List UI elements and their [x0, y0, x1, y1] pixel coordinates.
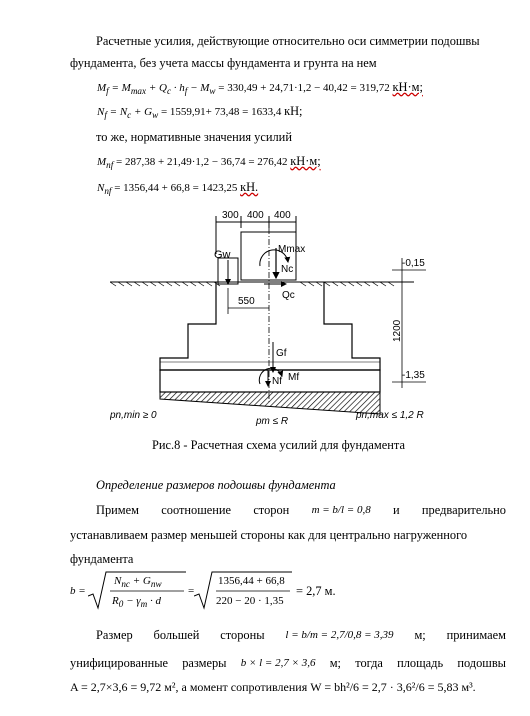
label-nc: Nc [281, 264, 294, 275]
dim-400-left: 400 [247, 210, 264, 221]
section-title: Определение размеров подошвы фундамента [96, 478, 336, 492]
foundation-base [160, 370, 380, 392]
label-pm: pm ≤ R [256, 416, 289, 427]
para3-line2: A = 2,7×3,6 = 9,72 м², а момент сопротивления W = bh²/6 = 2,7 · 3,6²/6 = 5,83 м³. [70, 680, 476, 694]
label-gf: Gf [276, 348, 287, 359]
foundation-steps [160, 282, 380, 370]
equation-width: b = $N_{nc} + G_{nw}$ $R_0 - \gamma_m \cdot d$ = 1356,44 + 66,8 220 − 20 · 1,35 = 2,7 м. [70, 570, 400, 612]
label-mf: Mf [288, 372, 300, 383]
para1-line3: фундамента [70, 552, 134, 566]
equation-moment: $M_f = M_{max} + Q_c \cdot h_f - M_w = 330,49 + 24,71\cdot 1,2 - 40,42 = 319,72$ кН·м; [97, 80, 423, 97]
equation-normative-moment: $M_{nf} = 287,38 + 21,49\cdot 1,2 - 36,74 = 276,42$ кН·м; [97, 154, 321, 171]
dim-400-right: 400 [274, 210, 291, 221]
dim-550: 550 [238, 296, 255, 307]
equation-force: $N_f = N_c + G_w = 1559,91+ 73,48 = 1633,4$ кН; [97, 104, 303, 121]
para2-line: Размер большей стороны l = b/m = 2,7/0,8 = 3,39 м; принимаем [96, 628, 506, 642]
intro-line-2: фундамента, без учета массы фундамента и грунта на нем [70, 56, 377, 70]
para1-line1: Примем соотношение сторон m = b/l = 0,8 и предварительно [96, 503, 506, 517]
level-top: -0,15 [402, 258, 425, 269]
label-qc: Qc [282, 290, 295, 301]
normative-label: то же, нормативные значения усилий [96, 130, 292, 144]
figure-caption: Рис.8 - Расчетная схема усилий для фундамента [152, 438, 405, 452]
label-gw: Gw [214, 249, 231, 261]
foundation-force-diagram [110, 204, 430, 432]
label-mmax: Mmax [278, 244, 306, 255]
level-bottom: -1,35 [402, 370, 425, 381]
dim-300: 300 [222, 210, 239, 221]
ground-hatch [110, 282, 394, 286]
pressure-diagram [160, 392, 380, 414]
equation-normative-force: $N_{nf} = 1356,44 + 66,8 = 1423,25$ кН. [97, 180, 259, 197]
intro-line-1: Расчетные усилия, действующие относительно оси симметрии подошвы [96, 34, 480, 48]
label-pmax: pn,max ≤ 1,2 R [356, 410, 424, 421]
label-nf: Nf [272, 376, 282, 387]
label-pmin: pn,min ≥ 0 [110, 410, 157, 421]
para1-line2: устанавливаем размер меньшей стороны как для центрально нагруженного [70, 528, 468, 542]
dim-1200: 1200 [392, 319, 403, 342]
para3-line1: унифицированные размеры b × l = 2,7 × 3,6 м; тогда площадь подошвы [70, 656, 506, 670]
